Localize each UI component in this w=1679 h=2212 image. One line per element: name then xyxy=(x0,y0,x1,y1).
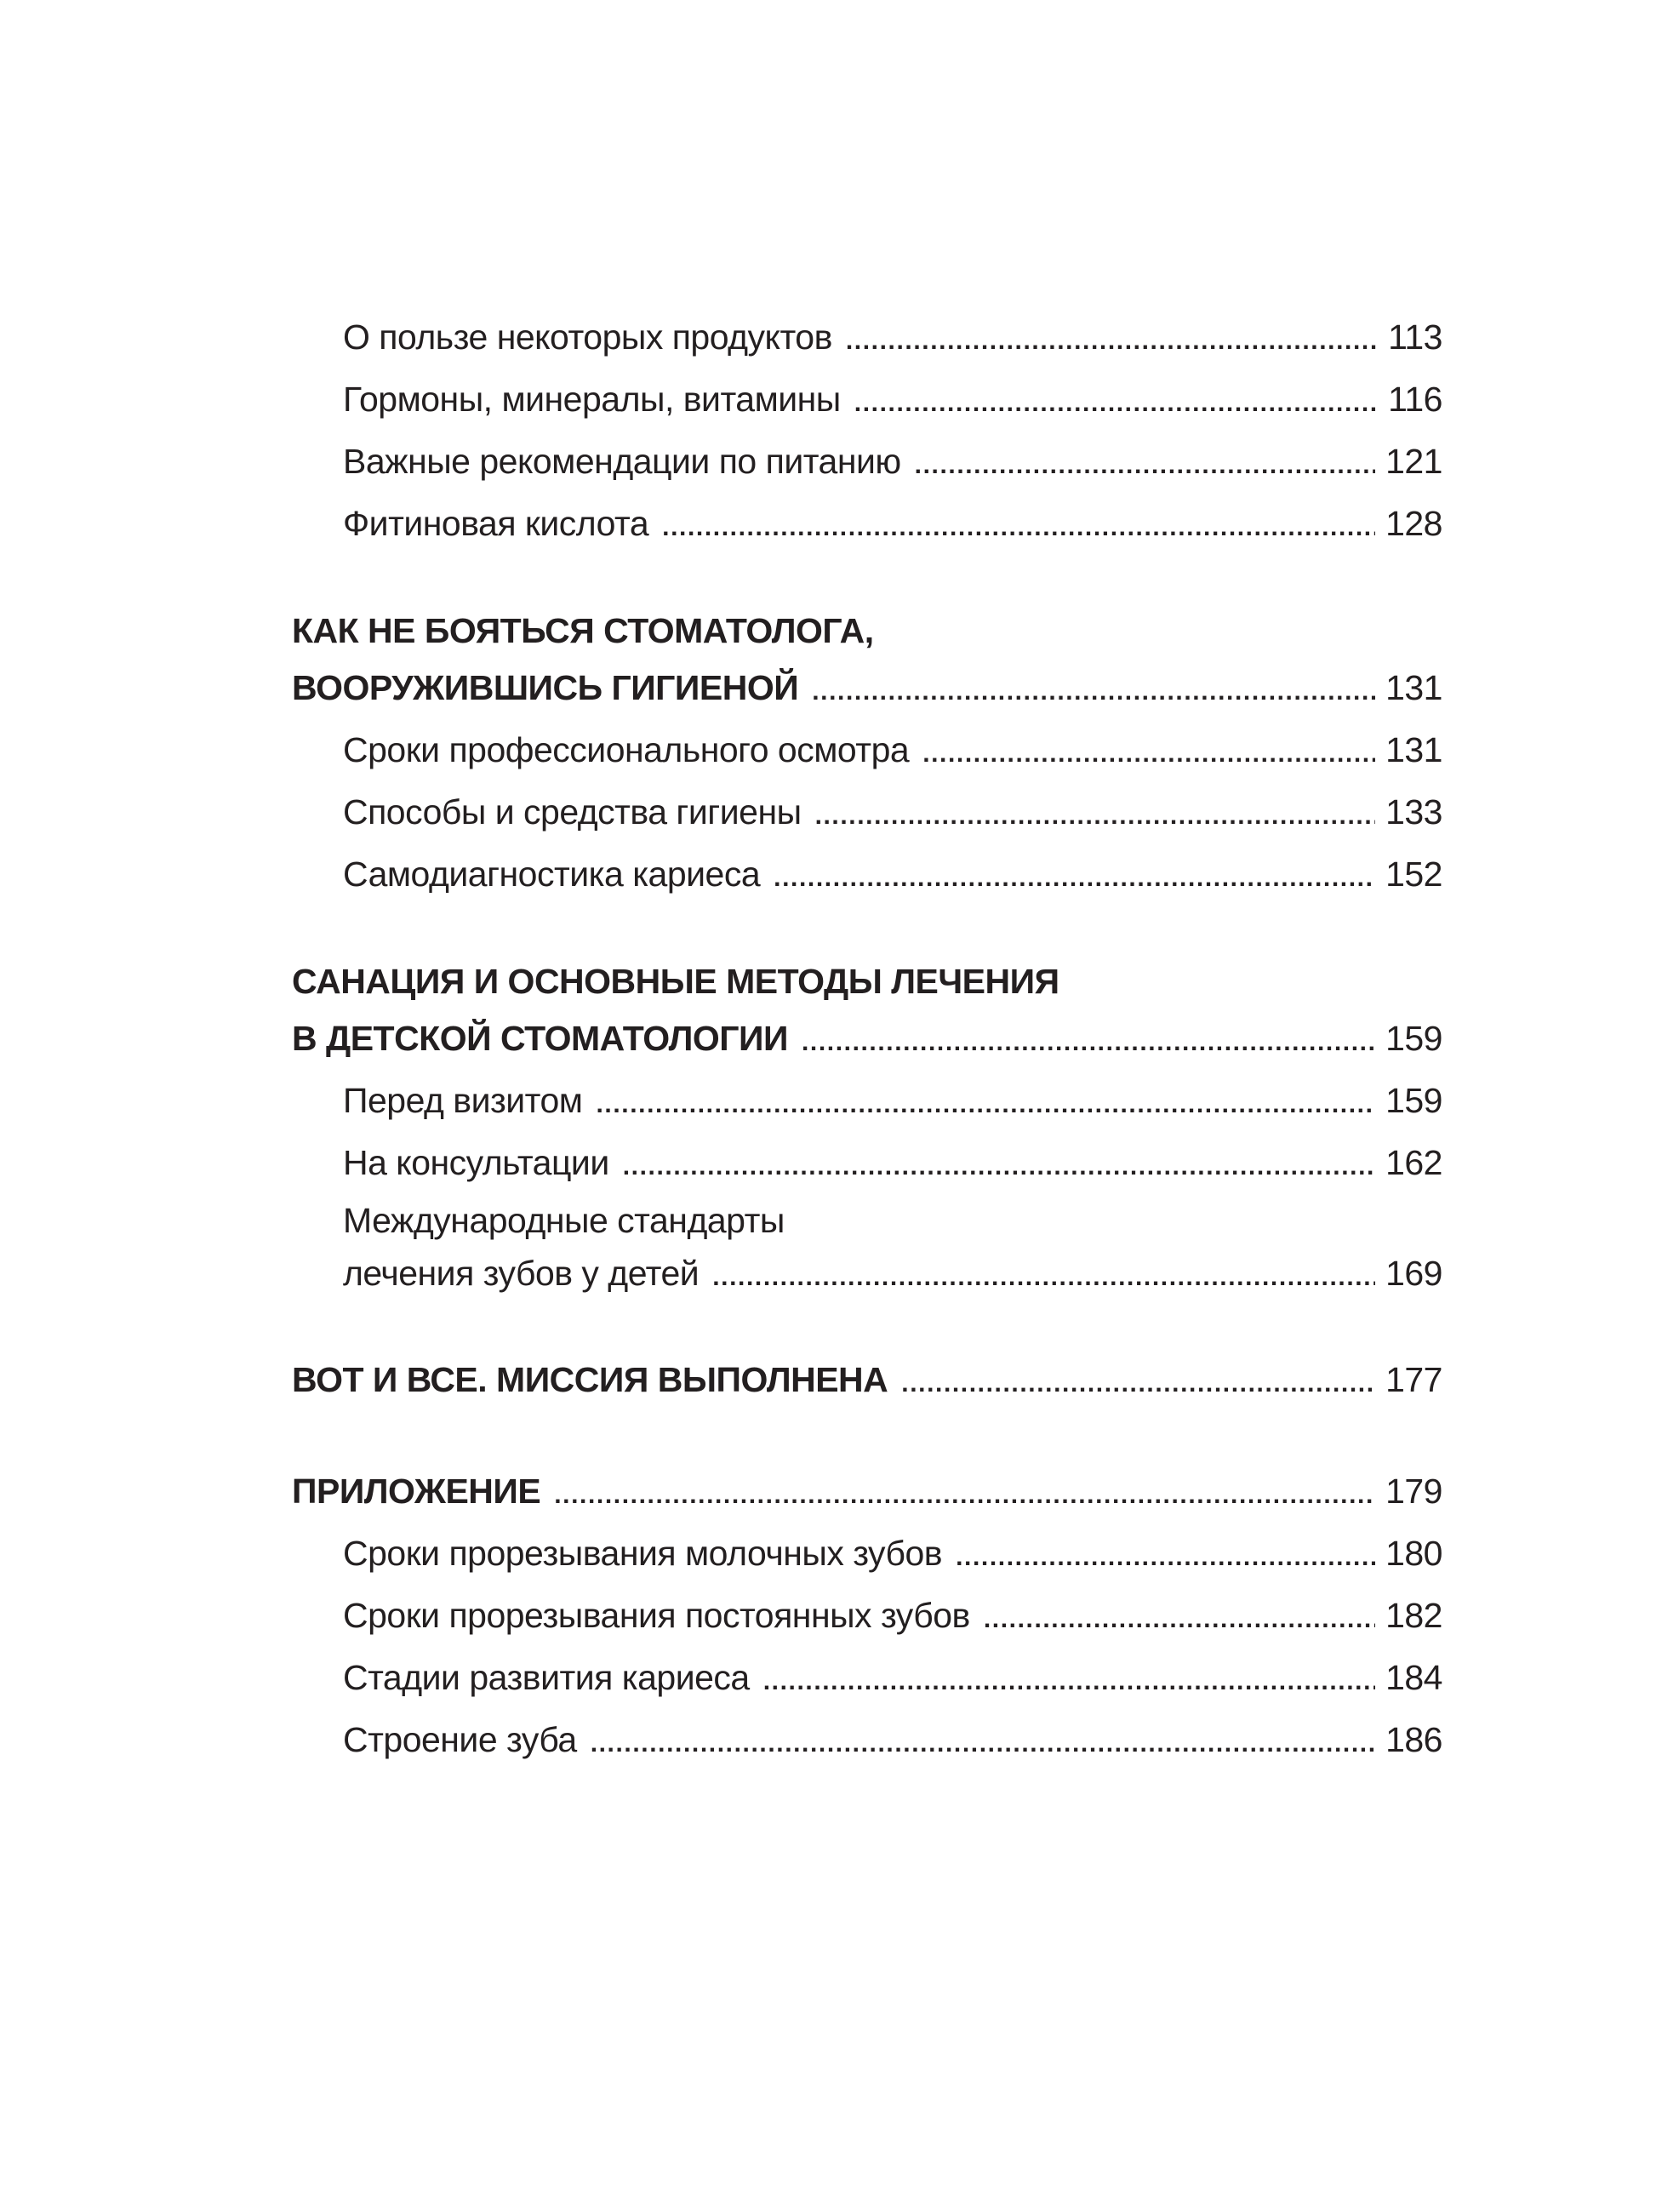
toc-entry xyxy=(292,1247,1442,1300)
toc-chapter-entry[interactable] xyxy=(292,1008,1442,1070)
toc-entry-title: На консультации xyxy=(343,1143,609,1182)
toc-entry-title: О пользе некоторых продуктов xyxy=(343,317,832,357)
toc-page-number: 159 xyxy=(1385,1019,1442,1058)
dot-leader xyxy=(854,372,1378,434)
chapter-title: ВОТ И ВСЕ. МИССИЯ ВЫПОЛНЕНА xyxy=(292,1360,888,1399)
toc-entry-title: Стадии развития кариеса xyxy=(343,1658,750,1697)
toc-entry[interactable] xyxy=(292,431,1442,493)
toc-entry[interactable] xyxy=(292,1523,1442,1585)
toc-chapter-entry[interactable] xyxy=(292,1460,1442,1523)
toc-entry[interactable] xyxy=(292,493,1442,555)
dot-leader xyxy=(763,1650,1375,1712)
toc-entry[interactable] xyxy=(292,719,1442,781)
dot-leader xyxy=(984,1588,1375,1650)
toc-page-number: 131 xyxy=(1385,730,1442,769)
toc-entry[interactable] xyxy=(292,1070,1442,1132)
toc-page-number: 162 xyxy=(1385,1143,1442,1182)
toc-entry-title: Строение зуба xyxy=(343,1720,577,1759)
toc-page-number: 179 xyxy=(1385,1472,1442,1511)
toc-entry-title: Важные рекомендации по питанию xyxy=(343,442,901,481)
dot-leader xyxy=(915,434,1375,496)
toc-entry-title-line1: Международные стандарты xyxy=(343,1201,785,1240)
toc-page-number: 182 xyxy=(1385,1596,1442,1635)
dot-leader xyxy=(774,847,1375,909)
section-spacer xyxy=(292,1411,1442,1460)
dot-leader xyxy=(712,1251,1375,1304)
toc-page-number: 121 xyxy=(1385,442,1442,481)
chapter-title: ВООРУЖИВШИСЬ ГИГИЕНОЙ xyxy=(292,668,799,707)
toc-chapter-entry[interactable] xyxy=(292,1349,1442,1411)
toc-page-number: 180 xyxy=(1385,1534,1442,1573)
toc-entry[interactable] xyxy=(292,843,1442,906)
dot-leader xyxy=(802,1011,1375,1073)
toc-entry-multiline[interactable] xyxy=(292,1194,1442,1300)
toc-entry[interactable] xyxy=(292,369,1442,431)
toc-chapter-entry[interactable] xyxy=(292,657,1442,719)
dot-leader xyxy=(591,1712,1375,1775)
dot-leader xyxy=(812,660,1375,723)
toc-page-number: 186 xyxy=(1385,1720,1442,1759)
toc-page-number: 131 xyxy=(1385,668,1442,707)
toc-page-number: 159 xyxy=(1385,1081,1442,1120)
toc-entry-title: Сроки прорезывания постоянных зубов xyxy=(343,1596,970,1635)
toc-entry-title: лечения зубов у детей xyxy=(343,1254,700,1293)
table-of-contents xyxy=(292,306,1442,1771)
toc-entry[interactable] xyxy=(292,1647,1442,1709)
toc-page-number: 128 xyxy=(1385,504,1442,543)
section-spacer xyxy=(292,555,1442,604)
toc-entry[interactable] xyxy=(292,781,1442,843)
toc-entry[interactable] xyxy=(292,1585,1442,1647)
toc-page-number: 133 xyxy=(1385,792,1442,832)
dot-leader xyxy=(901,1352,1375,1415)
toc-entry-title: Фитиновая кислота xyxy=(343,504,649,543)
toc-entry[interactable] xyxy=(292,1132,1442,1194)
toc-entry-title: Самодиагностика кариеса xyxy=(343,855,761,894)
toc-entry-title: Сроки профессионального осмотра xyxy=(343,730,910,769)
chapter-title: ПРИЛОЖЕНИЕ xyxy=(292,1472,541,1511)
chapter-title: В ДЕТСКОЙ СТОМАТОЛОГИИ xyxy=(292,1019,788,1058)
dot-leader xyxy=(956,1526,1375,1588)
dot-leader xyxy=(846,310,1378,372)
dot-leader xyxy=(922,723,1375,785)
toc-page-number: 113 xyxy=(1388,317,1442,357)
toc-entry-title: Сроки прорезывания молочных зубов xyxy=(343,1534,943,1573)
toc-page-number: 169 xyxy=(1385,1254,1442,1293)
dot-leader xyxy=(623,1135,1375,1197)
toc-entry-title: Гормоны, минералы, витамины xyxy=(343,380,841,419)
toc-page-number: 177 xyxy=(1385,1360,1442,1399)
toc-page-number: 116 xyxy=(1388,380,1442,419)
dot-leader xyxy=(596,1073,1375,1135)
toc-page-number: 152 xyxy=(1385,855,1442,894)
dot-leader xyxy=(554,1464,1375,1526)
toc-entry[interactable] xyxy=(292,1709,1442,1771)
dot-leader xyxy=(815,785,1376,847)
toc-page-number: 184 xyxy=(1385,1658,1442,1697)
chapter-heading-treatment[interactable]: САНАЦИЯ И ОСНОВНЫЕ МЕТОДЫ ЛЕЧЕНИЯ xyxy=(292,962,1059,1001)
section-spacer xyxy=(292,906,1442,955)
dot-leader xyxy=(662,496,1375,558)
section-spacer xyxy=(292,1300,1442,1349)
toc-entry[interactable] xyxy=(292,306,1442,369)
chapter-heading-hygiene[interactable]: КАК НЕ БОЯТЬСЯ СТОМАТОЛОГА, xyxy=(292,611,874,650)
toc-entry-title: Способы и средства гигиены xyxy=(343,792,802,832)
toc-entry-title: Перед визитом xyxy=(343,1081,583,1120)
